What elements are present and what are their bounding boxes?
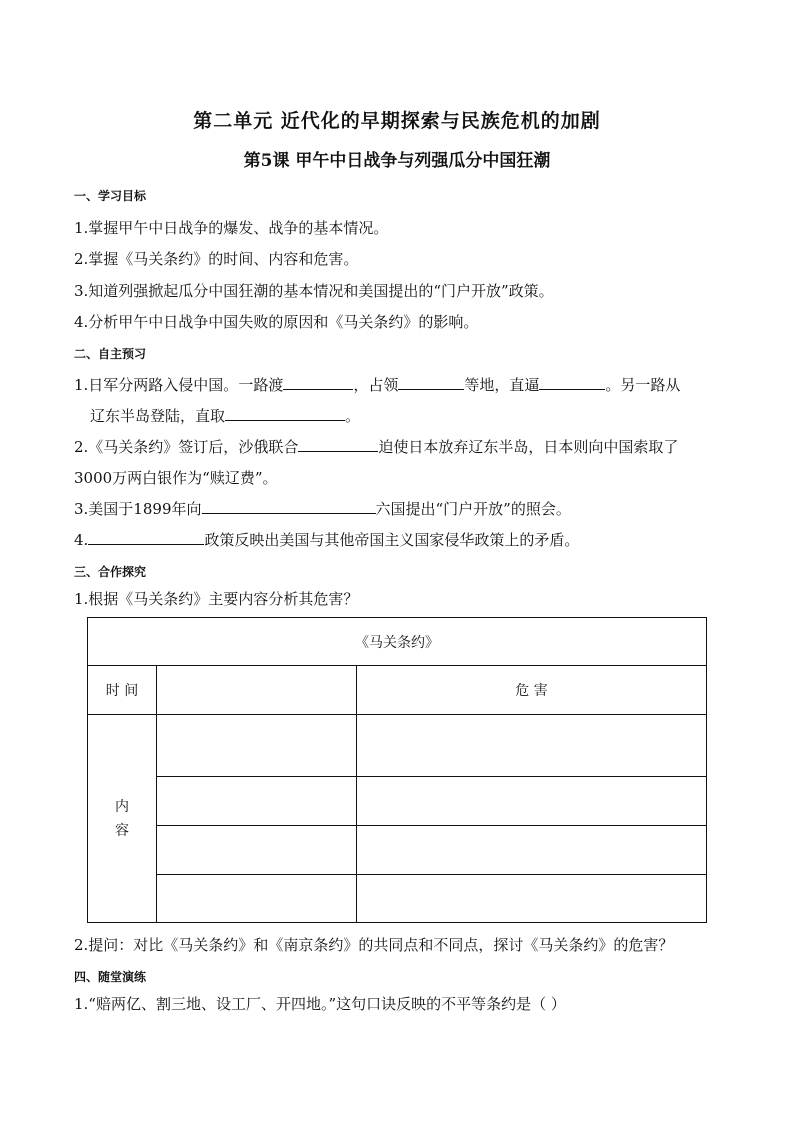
text: 政策反映出美国与其他帝国主义国家侵华政策上的矛盾。 [204,531,580,549]
content-cell[interactable] [157,875,357,923]
unit-title: 第二单元 近代化的早期探索与民族危机的加剧 [193,110,601,132]
section-heading-practice: 四、随堂演练 [74,970,147,984]
inquiry-question-1: 1.根据《马关条约》主要内容分析其危害？ [74,590,359,608]
treaty-table [87,617,707,923]
preview-question-1-cont [90,405,360,426]
time-label: 时 间 [88,666,157,715]
text: 辽东半岛登陆，直取 [90,407,226,425]
fill-blank[interactable] [398,374,464,390]
preview-question-2 [74,436,678,457]
content-cell[interactable] [157,777,357,826]
text: 1.日军分两路入侵中国。一路渡 [74,376,284,394]
objective-item-4: 4.分析甲午中日战争中国失败的原因和《马关条约》的影响。 [74,313,479,331]
text: 2.《马关条约》签订后，沙俄联合 [74,438,299,456]
text: 等地，直逼 [464,376,540,394]
objective-item-3: 3.知道列强掀起瓜分中国狂潮的基本情况和美国提出的“门户开放”政策。 [74,282,554,300]
content-cell[interactable] [157,715,357,777]
content-label-char-1: 内 [115,798,129,815]
text: ，占领 [353,376,399,394]
preview-question-3 [74,498,571,519]
harm-cell[interactable] [357,875,707,923]
preview-question-4 [74,529,579,550]
text: 4. [74,531,89,549]
fill-blank[interactable] [283,374,353,390]
preview-question-2-cont: 3000万两白银作为“赎辽费”。 [74,469,278,487]
inquiry-question-2: 2.提问：对比《马关条约》和《南京条约》的共同点和不同点，探讨《马关条约》的危害？ [74,936,674,954]
content-cell[interactable] [157,826,357,875]
content-label [88,715,157,923]
section-heading-objectives: 一、学习目标 [74,189,147,203]
text: 。另一路从 [605,376,681,394]
text: 六国提出“门户开放”的照会。 [375,500,571,518]
practice-question-1: 1.“赔两亿、割三地、设工厂、开四地。”这句口诀反映的不平等条约是（ ） [74,995,566,1013]
text: 。 [345,407,361,425]
section-heading-preview: 二、自主预习 [74,347,147,361]
harm-label: 危 害 [357,666,707,715]
time-cell[interactable] [157,666,357,715]
fill-blank[interactable] [202,498,376,514]
lesson-title: 第5课 甲午中日战争与列强瓜分中国狂潮 [243,151,551,171]
text: 3.美国于1899年向 [74,500,202,518]
fill-blank[interactable] [298,436,378,452]
fill-blank[interactable] [539,374,605,390]
fill-blank[interactable] [225,405,345,421]
section-heading-inquiry: 三、合作探究 [74,565,147,579]
text: 迫使日本放弃辽东半岛，日本则向中国索取了 [378,438,679,456]
content-label-char-2: 容 [115,822,129,839]
harm-cell[interactable] [357,826,707,875]
objective-item-1: 1.掌握甲午中日战争的爆发、战争的基本情况。 [74,219,389,237]
fill-blank[interactable] [88,529,204,545]
preview-question-1 [74,374,680,395]
harm-cell[interactable] [357,777,707,826]
table-caption: 《马关条约》 [88,618,707,666]
harm-cell[interactable] [357,715,707,777]
objective-item-2: 2.掌握《马关条约》的时间、内容和危害。 [74,250,359,268]
